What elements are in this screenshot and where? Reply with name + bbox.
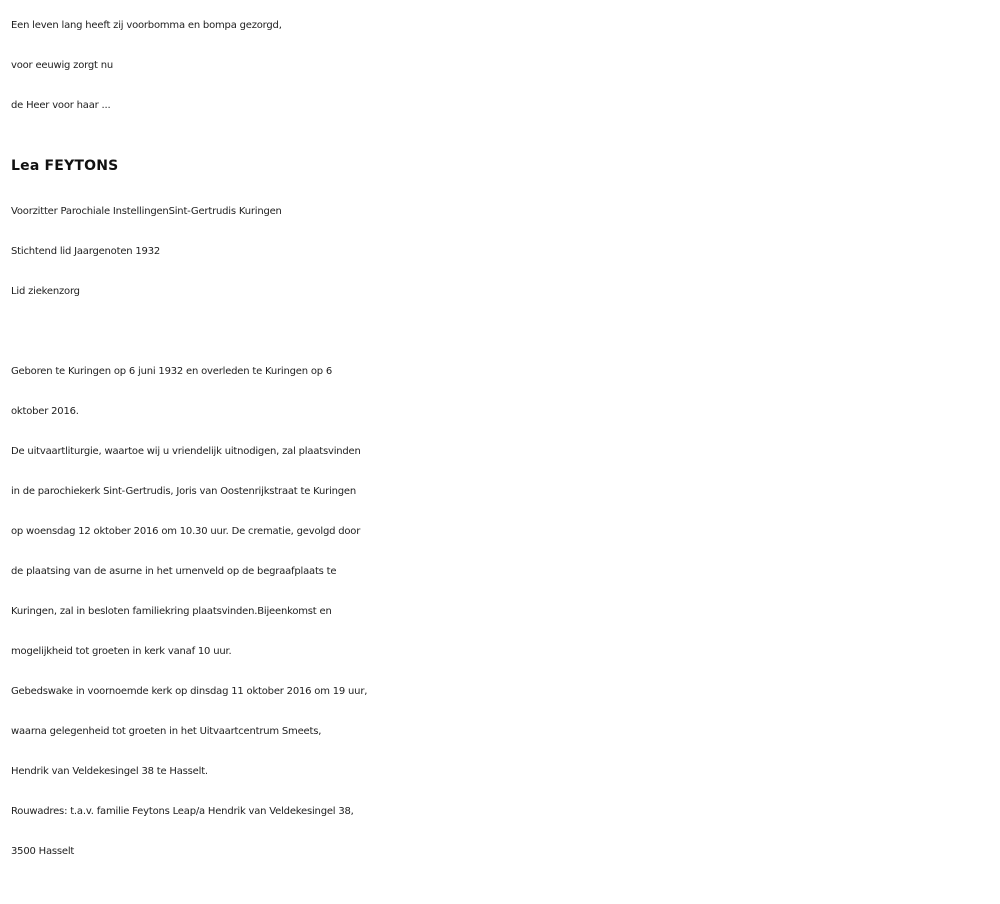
intro-line: voor eeuwig zorgt nu — [11, 60, 113, 71]
obituary-notice — [11, 6, 991, 872]
deceased-roles — [11, 192, 991, 312]
detail-line: Geboren te Kuringen op 6 juni 1932 en overleden te Kuringen op 6 — [11, 366, 333, 377]
detail-line: 3500 Hasselt — [11, 846, 75, 857]
intro-verse — [11, 6, 991, 126]
role-line: Lid ziekenzorg — [11, 286, 80, 297]
detail-line: Rouwadres: t.a.v. familie Feytons Leap/a Hendrik van Veldekesingel 38, — [11, 806, 354, 817]
detail-line: waarna gelegenheid tot groeten in het Uitvaartcentrum Smeets, — [11, 726, 322, 737]
detail-line: mogelijkheid tot groeten in kerk vanaf 10 uur. — [11, 646, 232, 657]
section-spacer — [11, 312, 991, 352]
intro-line: de Heer voor haar ... — [11, 100, 111, 111]
detail-line: de plaatsing van de asurne in het urnenveld op de begraafplaats te — [11, 566, 337, 577]
detail-line: Kuringen, zal in besloten familiekring plaatsvinden.Bijeenkomst en — [11, 606, 332, 617]
funeral-details — [11, 352, 991, 872]
role-line: Stichtend lid Jaargenoten 1932 — [11, 246, 161, 257]
detail-line: Gebedswake in voornoemde kerk op dinsdag 11 oktober 2016 om 19 uur, — [11, 686, 368, 697]
detail-line: Hendrik van Veldekesingel 38 te Hasselt. — [11, 766, 208, 777]
detail-line: oktober 2016. — [11, 406, 79, 417]
detail-line: in de parochiekerk Sint-Gertrudis, Joris van Oostenrijkstraat te Kuringen — [11, 486, 357, 497]
role-line: Voorzitter Parochiale InstellingenSint-Gertrudis Kuringen — [11, 206, 282, 217]
detail-line: op woensdag 12 oktober 2016 om 10.30 uur. De crematie, gevolgd door — [11, 526, 361, 537]
deceased-name: Lea FEYTONS — [11, 158, 119, 174]
intro-line: Een leven lang heeft zij voorbomma en bompa gezorgd, — [11, 20, 282, 31]
detail-line: De uitvaartliturgie, waartoe wij u vriendelijk uitnodigen, zal plaatsvinden — [11, 446, 361, 457]
